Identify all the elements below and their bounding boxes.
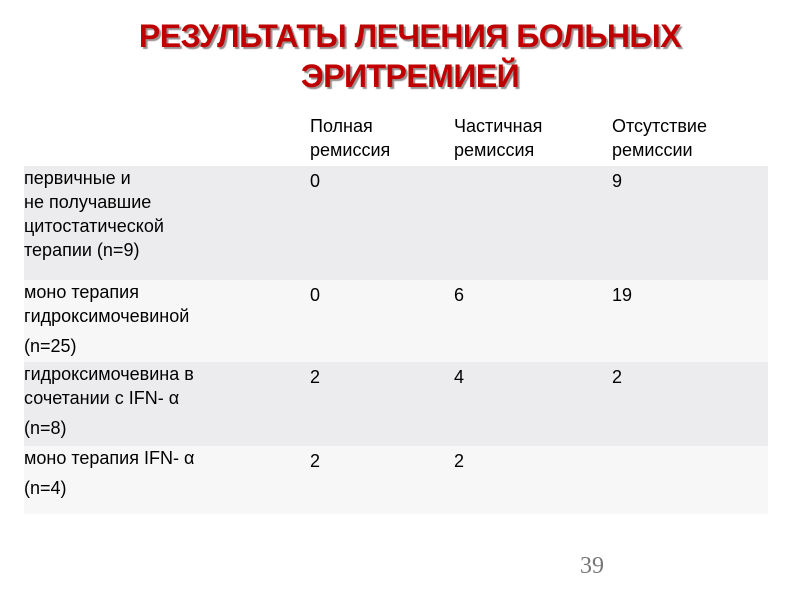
row-label-line: (n=8)	[24, 418, 67, 438]
column-header-no-remission	[612, 114, 768, 166]
row-label-line: сочетании с IFN- α	[24, 388, 180, 408]
row-label-line: гидроксимочевиной	[24, 306, 190, 326]
row-label-line: не получавшие	[24, 192, 152, 212]
row-label-line: гидроксимочевина в	[24, 364, 194, 384]
row-label-line: первичные и	[24, 168, 131, 188]
table-header-row	[24, 114, 768, 166]
cell-partial-remission: 2	[454, 446, 612, 514]
row-label-line: цитостатической	[24, 216, 164, 236]
row-label	[24, 362, 310, 446]
slide-title	[60, 16, 760, 96]
cell-no-remission: 9	[612, 166, 768, 280]
row-label-line: (n=25)	[24, 336, 77, 356]
table-row	[24, 280, 768, 362]
column-header-partial-remission	[454, 114, 612, 166]
cell-partial-remission	[454, 166, 612, 280]
row-label-line: моно терапия IFN- α	[24, 448, 195, 468]
column-header-line: ремиссия	[310, 140, 391, 160]
row-label	[24, 446, 310, 514]
cell-full-remission: 0	[310, 166, 454, 280]
results-table	[24, 114, 768, 514]
column-header-full-remission	[310, 114, 454, 166]
row-label	[24, 280, 310, 362]
cell-partial-remission: 4	[454, 362, 612, 446]
title-line-1: РЕЗУЛЬТАТЫ ЛЕЧЕНИЯ БОЛЬНЫХ	[138, 18, 682, 54]
cell-no-remission	[612, 446, 768, 514]
column-header-line: Полная	[310, 116, 373, 136]
table-row	[24, 166, 768, 280]
corner-cell	[24, 114, 310, 166]
column-header-line: Частичная	[454, 116, 543, 136]
cell-full-remission: 0	[310, 280, 454, 362]
row-label-line: терапии (n=9)	[24, 240, 140, 260]
cell-full-remission: 2	[310, 362, 454, 446]
cell-full-remission: 2	[310, 446, 454, 514]
cell-partial-remission: 6	[454, 280, 612, 362]
cell-no-remission: 2	[612, 362, 768, 446]
cell-no-remission: 19	[612, 280, 768, 362]
table-row	[24, 362, 768, 446]
page-number: 39	[580, 553, 604, 579]
row-label	[24, 166, 310, 280]
table-row	[24, 446, 768, 514]
column-header-line: ремиссия	[454, 140, 535, 160]
column-header-line: ремиссии	[612, 140, 693, 160]
title-line-2: ЭРИТРЕМИЕЙ	[300, 58, 520, 94]
row-label-line: моно терапия	[24, 282, 139, 302]
column-header-line: Отсутствие	[612, 116, 707, 136]
row-label-line: (n=4)	[24, 478, 67, 498]
